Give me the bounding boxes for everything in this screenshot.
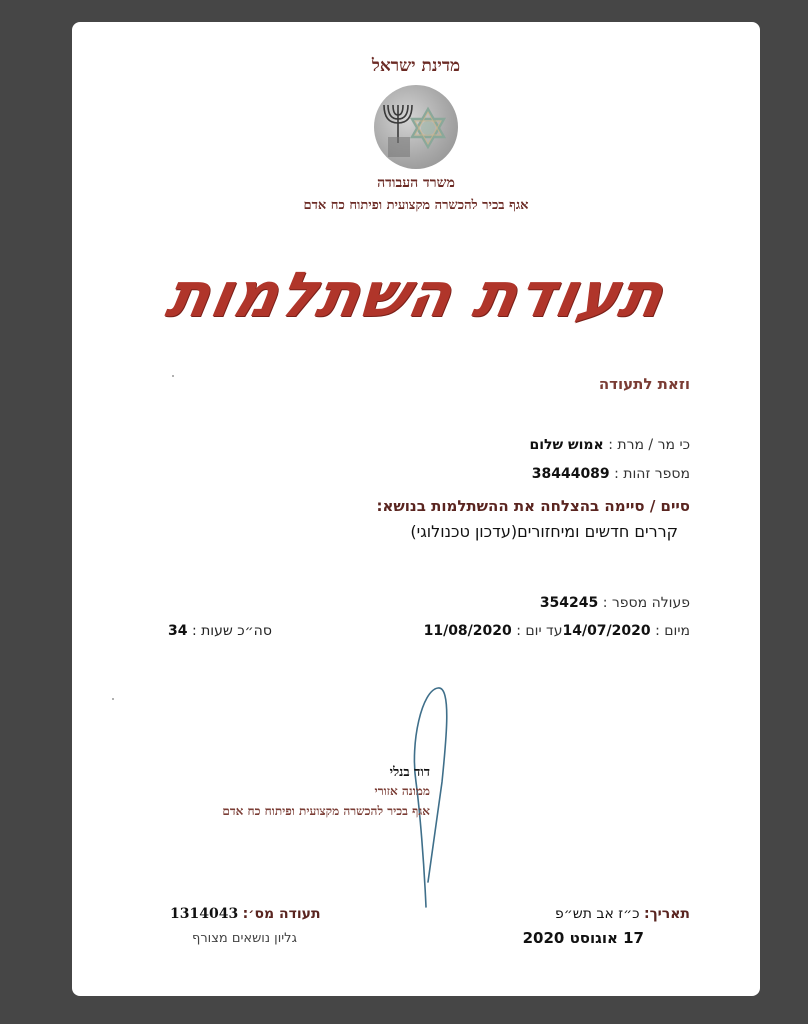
signer-role: ממונה אזורי bbox=[374, 784, 430, 798]
action-number-label: פעולה מספר : bbox=[602, 595, 690, 611]
name-label: כי מר / מרת : bbox=[608, 437, 690, 453]
signer-name: דוד בנלי bbox=[389, 765, 430, 780]
recipient-name-row bbox=[529, 437, 690, 453]
issue-date-hebrew: כ״ז אב תש״פ bbox=[555, 906, 640, 922]
division-name: אגף בכיר להכשרה מקצועית ופיתוח כח אדם bbox=[303, 198, 529, 213]
signer-division: אגף בכיר להכשרה מקצועית ופיתוח כח אדם bbox=[222, 804, 430, 818]
completed-statement: סיים / סיימה בהצלחה את ההשתלמות בנושא: bbox=[376, 497, 690, 515]
menorah-star-of-david-emblem-icon bbox=[374, 85, 458, 169]
course-subject: קררים חדשים ומיחזורים(עדכון טכנולוגי) bbox=[410, 522, 678, 541]
issue-date-label: תאריך: bbox=[644, 906, 690, 922]
id-number-row bbox=[532, 466, 690, 482]
country-name: מדינת ישראל bbox=[371, 56, 461, 76]
to-date-label: עד יום : bbox=[516, 623, 563, 639]
from-date-value: 14/07/2020 bbox=[562, 623, 651, 639]
paper-speck bbox=[172, 375, 174, 377]
certificate-page bbox=[72, 22, 760, 996]
action-number-value: 354245 bbox=[539, 595, 599, 611]
certificate-number-label: תעודה מס׳: bbox=[242, 906, 321, 922]
certificate-number-row bbox=[170, 906, 321, 922]
id-number-value: 38444089 bbox=[531, 466, 610, 482]
paper-speck bbox=[112, 698, 114, 700]
certificate-title: תעודת השתלמות bbox=[160, 258, 672, 331]
issue-date-hebrew-row bbox=[555, 906, 690, 922]
total-hours-value: 34 bbox=[168, 623, 188, 639]
total-hours-row bbox=[168, 623, 272, 639]
certify-heading: וזאת לתעודה bbox=[598, 375, 690, 393]
to-date-value: 11/08/2020 bbox=[423, 623, 512, 639]
issue-date-gregorian: 17 אוגוסט 2020 bbox=[522, 929, 644, 947]
id-number-label: מספר זהות : bbox=[614, 466, 690, 482]
action-number-row bbox=[540, 595, 690, 611]
certificate-number-value: 1314043 bbox=[170, 906, 239, 922]
recipient-name: אמוש שלום bbox=[529, 437, 604, 453]
attachment-note: גליון נושאים מצורף bbox=[192, 931, 297, 946]
total-hours-label: סה״כ שעות : bbox=[191, 623, 272, 639]
ministry-name: משרד העבודה bbox=[377, 175, 455, 191]
from-date-label: מיום : bbox=[655, 623, 690, 639]
course-dates-row bbox=[424, 623, 690, 639]
